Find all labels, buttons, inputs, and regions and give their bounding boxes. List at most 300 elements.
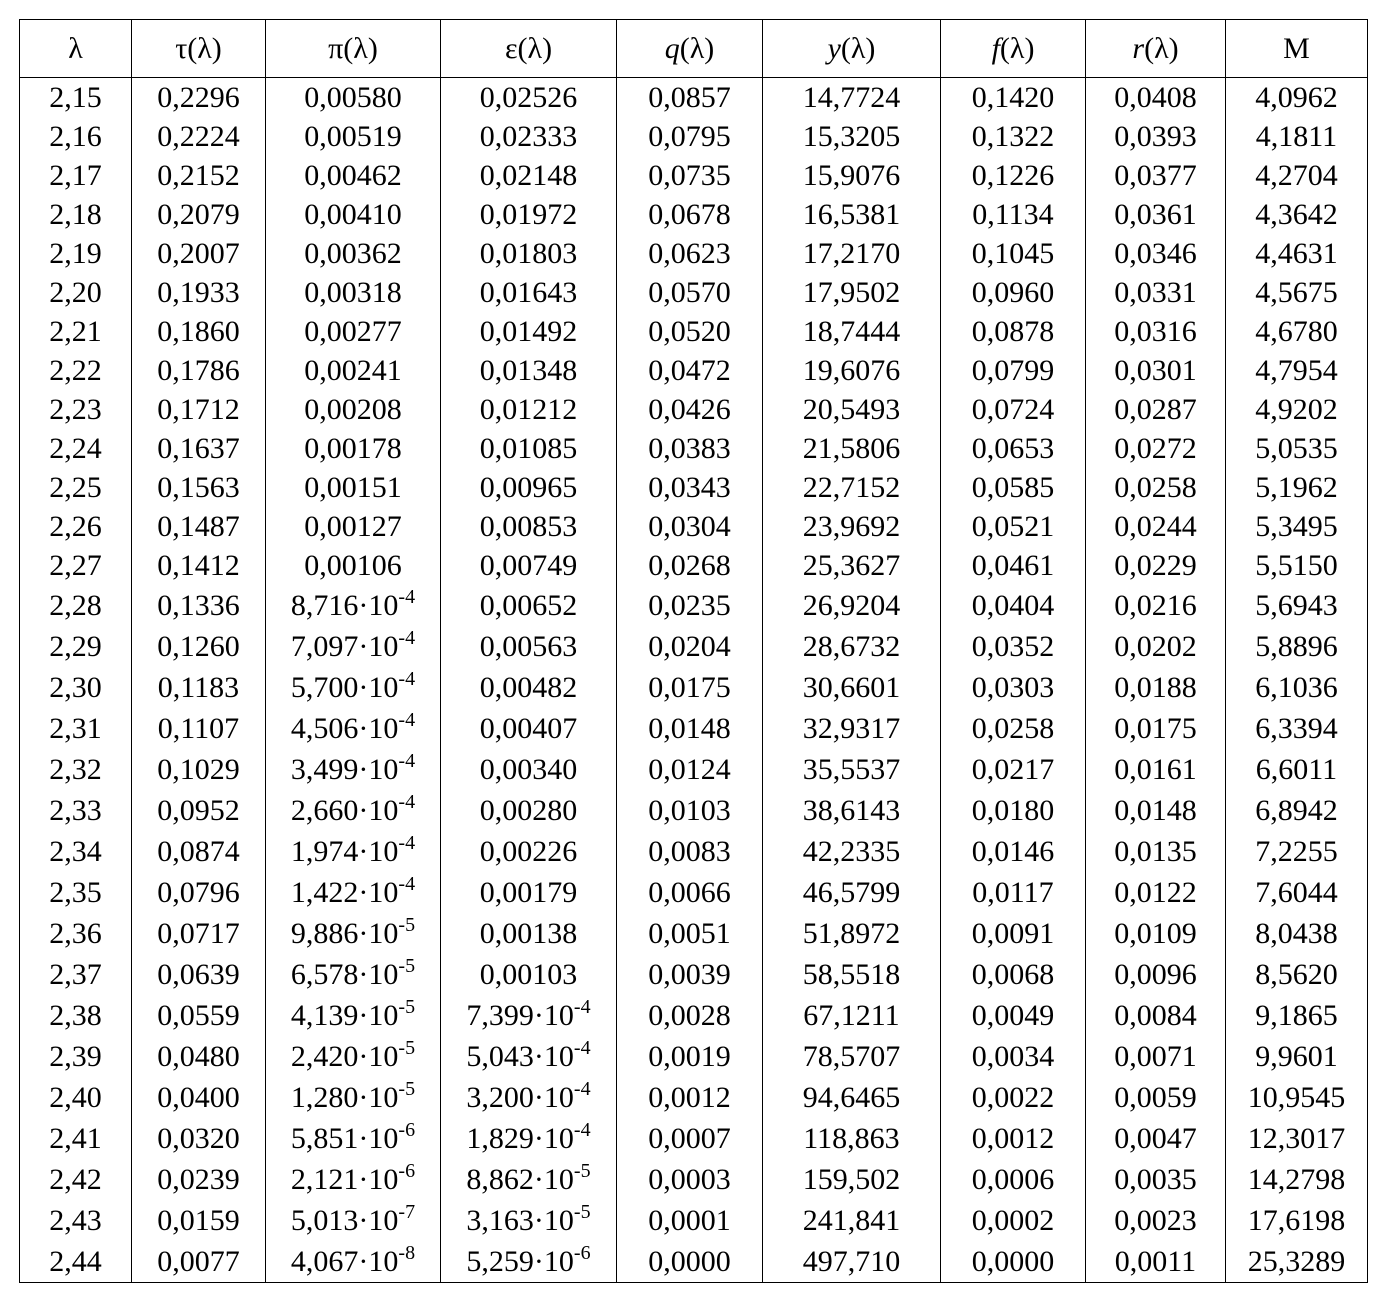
cell-mach: 6,6011 <box>1226 749 1368 790</box>
cell-f: 0,1226 <box>941 156 1086 195</box>
cell-pi: 0,00519 <box>266 117 441 156</box>
cell-pi: $5,013\cdot 10^{-7}$ <box>266 1200 441 1241</box>
table-row <box>20 1241 1368 1283</box>
cell-tau: 0,0239 <box>132 1159 266 1200</box>
cell-y: 19,6076 <box>763 351 941 390</box>
cell-epsilon: 0,00103 <box>441 954 617 995</box>
table-row <box>20 708 1368 749</box>
cell-lambda: 2,22 <box>20 351 132 390</box>
cell-lambda: 2,18 <box>20 195 132 234</box>
cell-r: 0,0175 <box>1086 708 1226 749</box>
cell-y: 15,9076 <box>763 156 941 195</box>
cell-q: 0,0001 <box>617 1200 763 1241</box>
cell-epsilon: $3,163\cdot 10^{-5}$ <box>441 1200 617 1241</box>
cell-pi: 0,00277 <box>266 312 441 351</box>
cell-epsilon: 0,02148 <box>441 156 617 195</box>
cell-pi: $1,974\cdot 10^{-4}$ <box>266 831 441 872</box>
cell-r: 0,0023 <box>1086 1200 1226 1241</box>
cell-f: 0,0521 <box>941 507 1086 546</box>
table-body <box>20 78 1368 1283</box>
cell-y: 51,8972 <box>763 913 941 954</box>
cell-q: 0,0678 <box>617 195 763 234</box>
cell-q: 0,0175 <box>617 667 763 708</box>
cell-y: 241,841 <box>763 1200 941 1241</box>
cell-mach: 7,2255 <box>1226 831 1368 872</box>
cell-f: 0,0022 <box>941 1077 1086 1118</box>
cell-y: 46,5799 <box>763 872 941 913</box>
cell-q: 0,0083 <box>617 831 763 872</box>
cell-q: 0,0019 <box>617 1036 763 1077</box>
cell-mach: 25,3289 <box>1226 1241 1368 1283</box>
cell-y: 67,1211 <box>763 995 941 1036</box>
cell-lambda: 2,16 <box>20 117 132 156</box>
cell-y: 159,502 <box>763 1159 941 1200</box>
cell-mach: 5,0535 <box>1226 429 1368 468</box>
table-row <box>20 831 1368 872</box>
cell-epsilon: 0,00853 <box>441 507 617 546</box>
cell-q: 0,0343 <box>617 468 763 507</box>
cell-pi: $4,506\cdot 10^{-4}$ <box>266 708 441 749</box>
cell-q: 0,0735 <box>617 156 763 195</box>
cell-lambda: 2,25 <box>20 468 132 507</box>
cell-y: 32,9317 <box>763 708 941 749</box>
cell-pi: 0,00462 <box>266 156 441 195</box>
cell-q: 0,0051 <box>617 913 763 954</box>
cell-lambda: 2,35 <box>20 872 132 913</box>
cell-pi: $2,660\cdot 10^{-4}$ <box>266 790 441 831</box>
cell-r: 0,0202 <box>1086 626 1226 667</box>
cell-f: 0,0146 <box>941 831 1086 872</box>
cell-mach: 9,1865 <box>1226 995 1368 1036</box>
cell-r: 0,0071 <box>1086 1036 1226 1077</box>
cell-f: 0,0217 <box>941 749 1086 790</box>
cell-q: 0,0268 <box>617 546 763 585</box>
cell-pi: 0,00410 <box>266 195 441 234</box>
cell-tau: 0,1563 <box>132 468 266 507</box>
cell-tau: 0,1786 <box>132 351 266 390</box>
cell-r: 0,0301 <box>1086 351 1226 390</box>
cell-q: 0,0066 <box>617 872 763 913</box>
cell-mach: 6,1036 <box>1226 667 1368 708</box>
col-header-r: r(λ) <box>1086 20 1226 78</box>
cell-pi: $2,121\cdot 10^{-6}$ <box>266 1159 441 1200</box>
table-row <box>20 156 1368 195</box>
cell-lambda: 2,43 <box>20 1200 132 1241</box>
table-row <box>20 273 1368 312</box>
cell-r: 0,0084 <box>1086 995 1226 1036</box>
cell-pi: $6,578\cdot 10^{-5}$ <box>266 954 441 995</box>
cell-f: 0,0461 <box>941 546 1086 585</box>
cell-lambda: 2,30 <box>20 667 132 708</box>
cell-mach: 5,3495 <box>1226 507 1368 546</box>
cell-lambda: 2,23 <box>20 390 132 429</box>
cell-q: 0,0124 <box>617 749 763 790</box>
cell-epsilon: 0,01643 <box>441 273 617 312</box>
header-row <box>20 20 1368 78</box>
cell-q: 0,0304 <box>617 507 763 546</box>
cell-y: 23,9692 <box>763 507 941 546</box>
cell-q: 0,0623 <box>617 234 763 273</box>
cell-q: 0,0028 <box>617 995 763 1036</box>
cell-tau: 0,0874 <box>132 831 266 872</box>
cell-tau: 0,2079 <box>132 195 266 234</box>
cell-pi: 0,00580 <box>266 78 441 118</box>
cell-lambda: 2,33 <box>20 790 132 831</box>
cell-lambda: 2,39 <box>20 1036 132 1077</box>
cell-mach: 8,0438 <box>1226 913 1368 954</box>
cell-f: 0,0303 <box>941 667 1086 708</box>
cell-y: 22,7152 <box>763 468 941 507</box>
cell-epsilon: 0,01085 <box>441 429 617 468</box>
table-row <box>20 913 1368 954</box>
cell-q: 0,0003 <box>617 1159 763 1200</box>
cell-f: 0,0000 <box>941 1241 1086 1283</box>
cell-tau: 0,2007 <box>132 234 266 273</box>
cell-lambda: 2,15 <box>20 78 132 118</box>
cell-mach: 9,9601 <box>1226 1036 1368 1077</box>
cell-mach: 6,3394 <box>1226 708 1368 749</box>
cell-q: 0,0857 <box>617 78 763 118</box>
cell-mach: 4,0962 <box>1226 78 1368 118</box>
cell-epsilon: 0,00226 <box>441 831 617 872</box>
cell-r: 0,0361 <box>1086 195 1226 234</box>
cell-q: 0,0148 <box>617 708 763 749</box>
table-row <box>20 312 1368 351</box>
cell-epsilon: 0,00280 <box>441 790 617 831</box>
cell-mach: 5,6943 <box>1226 585 1368 626</box>
cell-epsilon: 0,00482 <box>441 667 617 708</box>
table-row <box>20 546 1368 585</box>
cell-y: 35,5537 <box>763 749 941 790</box>
cell-f: 0,0034 <box>941 1036 1086 1077</box>
cell-tau: 0,0400 <box>132 1077 266 1118</box>
cell-q: 0,0426 <box>617 390 763 429</box>
cell-mach: 4,2704 <box>1226 156 1368 195</box>
cell-lambda: 2,28 <box>20 585 132 626</box>
table-row <box>20 667 1368 708</box>
table-row <box>20 468 1368 507</box>
cell-q: 0,0000 <box>617 1241 763 1283</box>
cell-y: 58,5518 <box>763 954 941 995</box>
cell-mach: 4,3642 <box>1226 195 1368 234</box>
cell-r: 0,0148 <box>1086 790 1226 831</box>
cell-y: 17,9502 <box>763 273 941 312</box>
cell-mach: 4,7954 <box>1226 351 1368 390</box>
cell-pi: 0,00178 <box>266 429 441 468</box>
cell-y: 38,6143 <box>763 790 941 831</box>
cell-q: 0,0520 <box>617 312 763 351</box>
table-row <box>20 1159 1368 1200</box>
cell-pi: $1,422\cdot 10^{-4}$ <box>266 872 441 913</box>
table-row <box>20 954 1368 995</box>
col-header-epsilon: ε(λ) <box>441 20 617 78</box>
cell-y: 25,3627 <box>763 546 941 585</box>
cell-y: 26,9204 <box>763 585 941 626</box>
cell-mach: 4,6780 <box>1226 312 1368 351</box>
cell-mach: 6,8942 <box>1226 790 1368 831</box>
cell-tau: 0,1183 <box>132 667 266 708</box>
cell-f: 0,1134 <box>941 195 1086 234</box>
table-row <box>20 234 1368 273</box>
cell-q: 0,0103 <box>617 790 763 831</box>
table-row <box>20 585 1368 626</box>
col-header-q: q(λ) <box>617 20 763 78</box>
cell-tau: 0,1933 <box>132 273 266 312</box>
cell-mach: 4,5675 <box>1226 273 1368 312</box>
cell-mach: 5,8896 <box>1226 626 1368 667</box>
cell-f: 0,0585 <box>941 468 1086 507</box>
table-row <box>20 117 1368 156</box>
cell-pi: $9,886\cdot 10^{-5}$ <box>266 913 441 954</box>
cell-y: 16,5381 <box>763 195 941 234</box>
cell-y: 78,5707 <box>763 1036 941 1077</box>
cell-pi: 0,00241 <box>266 351 441 390</box>
cell-r: 0,0135 <box>1086 831 1226 872</box>
cell-epsilon: 0,00138 <box>441 913 617 954</box>
cell-mach: 10,9545 <box>1226 1077 1368 1118</box>
cell-q: 0,0007 <box>617 1118 763 1159</box>
cell-lambda: 2,31 <box>20 708 132 749</box>
table-row <box>20 78 1368 118</box>
table-row <box>20 749 1368 790</box>
cell-r: 0,0109 <box>1086 913 1226 954</box>
cell-f: 0,0049 <box>941 995 1086 1036</box>
cell-y: 15,3205 <box>763 117 941 156</box>
table-row <box>20 872 1368 913</box>
cell-q: 0,0795 <box>617 117 763 156</box>
cell-f: 0,0180 <box>941 790 1086 831</box>
cell-f: 0,1420 <box>941 78 1086 118</box>
cell-epsilon: 0,00179 <box>441 872 617 913</box>
cell-pi: $1,280\cdot 10^{-5}$ <box>266 1077 441 1118</box>
cell-tau: 0,0320 <box>132 1118 266 1159</box>
cell-f: 0,0117 <box>941 872 1086 913</box>
cell-tau: 0,0796 <box>132 872 266 913</box>
cell-tau: 0,0480 <box>132 1036 266 1077</box>
col-header-lambda: λ <box>20 20 132 78</box>
col-header-mach: M <box>1226 20 1368 78</box>
cell-mach: 12,3017 <box>1226 1118 1368 1159</box>
cell-mach: 4,1811 <box>1226 117 1368 156</box>
cell-f: 0,0002 <box>941 1200 1086 1241</box>
table-row <box>20 351 1368 390</box>
cell-f: 0,0799 <box>941 351 1086 390</box>
cell-r: 0,0122 <box>1086 872 1226 913</box>
cell-r: 0,0096 <box>1086 954 1226 995</box>
cell-pi: $5,851\cdot 10^{-6}$ <box>266 1118 441 1159</box>
cell-tau: 0,1107 <box>132 708 266 749</box>
cell-epsilon: 0,01348 <box>441 351 617 390</box>
cell-tau: 0,1860 <box>132 312 266 351</box>
cell-y: 17,2170 <box>763 234 941 273</box>
table-row <box>20 626 1368 667</box>
cell-pi: $8,716\cdot 10^{-4}$ <box>266 585 441 626</box>
cell-lambda: 2,20 <box>20 273 132 312</box>
cell-pi: 0,00208 <box>266 390 441 429</box>
cell-f: 0,0878 <box>941 312 1086 351</box>
cell-epsilon: 0,01212 <box>441 390 617 429</box>
cell-epsilon: 0,01803 <box>441 234 617 273</box>
cell-tau: 0,0159 <box>132 1200 266 1241</box>
cell-r: 0,0035 <box>1086 1159 1226 1200</box>
cell-epsilon: $5,259\cdot 10^{-6}$ <box>441 1241 617 1283</box>
cell-epsilon: $3,200\cdot 10^{-4}$ <box>441 1077 617 1118</box>
cell-f: 0,0068 <box>941 954 1086 995</box>
cell-y: 20,5493 <box>763 390 941 429</box>
cell-tau: 0,2224 <box>132 117 266 156</box>
cell-r: 0,0316 <box>1086 312 1226 351</box>
cell-r: 0,0377 <box>1086 156 1226 195</box>
cell-mach: 5,1962 <box>1226 468 1368 507</box>
cell-lambda: 2,19 <box>20 234 132 273</box>
table-row <box>20 1077 1368 1118</box>
cell-y: 18,7444 <box>763 312 941 351</box>
cell-epsilon: 0,01972 <box>441 195 617 234</box>
cell-y: 14,7724 <box>763 78 941 118</box>
cell-tau: 0,0717 <box>132 913 266 954</box>
cell-lambda: 2,41 <box>20 1118 132 1159</box>
cell-pi: 0,00106 <box>266 546 441 585</box>
table-row <box>20 195 1368 234</box>
cell-mach: 7,6044 <box>1226 872 1368 913</box>
cell-mach: 14,2798 <box>1226 1159 1368 1200</box>
cell-r: 0,0331 <box>1086 273 1226 312</box>
table-row <box>20 1118 1368 1159</box>
cell-r: 0,0287 <box>1086 390 1226 429</box>
cell-tau: 0,1336 <box>132 585 266 626</box>
cell-q: 0,0039 <box>617 954 763 995</box>
cell-r: 0,0011 <box>1086 1241 1226 1283</box>
cell-q: 0,0472 <box>617 351 763 390</box>
cell-r: 0,0229 <box>1086 546 1226 585</box>
cell-lambda: 2,32 <box>20 749 132 790</box>
cell-pi: $2,420\cdot 10^{-5}$ <box>266 1036 441 1077</box>
cell-tau: 0,2296 <box>132 78 266 118</box>
cell-f: 0,0352 <box>941 626 1086 667</box>
cell-epsilon: 0,02333 <box>441 117 617 156</box>
cell-epsilon: 0,02526 <box>441 78 617 118</box>
cell-tau: 0,1487 <box>132 507 266 546</box>
cell-q: 0,0235 <box>617 585 763 626</box>
cell-f: 0,0006 <box>941 1159 1086 1200</box>
cell-epsilon: 0,00563 <box>441 626 617 667</box>
cell-f: 0,0258 <box>941 708 1086 749</box>
cell-q: 0,0204 <box>617 626 763 667</box>
cell-y: 30,6601 <box>763 667 941 708</box>
cell-pi: 0,00127 <box>266 507 441 546</box>
cell-mach: 4,4631 <box>1226 234 1368 273</box>
cell-lambda: 2,36 <box>20 913 132 954</box>
col-header-y: y(λ) <box>763 20 941 78</box>
cell-pi: 0,00318 <box>266 273 441 312</box>
cell-lambda: 2,38 <box>20 995 132 1036</box>
cell-tau: 0,1412 <box>132 546 266 585</box>
cell-epsilon: 0,00407 <box>441 708 617 749</box>
cell-q: 0,0383 <box>617 429 763 468</box>
table-row <box>20 390 1368 429</box>
cell-y: 42,2335 <box>763 831 941 872</box>
cell-lambda: 2,34 <box>20 831 132 872</box>
cell-r: 0,0047 <box>1086 1118 1226 1159</box>
cell-epsilon: $7,399\cdot 10^{-4}$ <box>441 995 617 1036</box>
cell-r: 0,0272 <box>1086 429 1226 468</box>
col-header-tau: τ(λ) <box>132 20 266 78</box>
cell-y: 94,6465 <box>763 1077 941 1118</box>
cell-f: 0,1045 <box>941 234 1086 273</box>
cell-r: 0,0346 <box>1086 234 1226 273</box>
cell-r: 0,0161 <box>1086 749 1226 790</box>
cell-epsilon: $5,043\cdot 10^{-4}$ <box>441 1036 617 1077</box>
cell-tau: 0,1029 <box>132 749 266 790</box>
cell-lambda: 2,26 <box>20 507 132 546</box>
cell-f: 0,0724 <box>941 390 1086 429</box>
table-row <box>20 995 1368 1036</box>
cell-lambda: 2,37 <box>20 954 132 995</box>
cell-lambda: 2,21 <box>20 312 132 351</box>
cell-lambda: 2,40 <box>20 1077 132 1118</box>
cell-tau: 0,0952 <box>132 790 266 831</box>
table-row <box>20 429 1368 468</box>
cell-pi: $5,700\cdot 10^{-4}$ <box>266 667 441 708</box>
cell-mach: 8,5620 <box>1226 954 1368 995</box>
cell-y: 118,863 <box>763 1118 941 1159</box>
cell-q: 0,0012 <box>617 1077 763 1118</box>
cell-tau: 0,0077 <box>132 1241 266 1283</box>
cell-epsilon: 0,00652 <box>441 585 617 626</box>
cell-r: 0,0059 <box>1086 1077 1226 1118</box>
cell-mach: 17,6198 <box>1226 1200 1368 1241</box>
cell-f: 0,1322 <box>941 117 1086 156</box>
cell-r: 0,0258 <box>1086 468 1226 507</box>
cell-tau: 0,0559 <box>132 995 266 1036</box>
cell-y: 28,6732 <box>763 626 941 667</box>
table-row <box>20 1036 1368 1077</box>
cell-epsilon: 0,00749 <box>441 546 617 585</box>
cell-f: 0,0960 <box>941 273 1086 312</box>
cell-epsilon: 0,01492 <box>441 312 617 351</box>
cell-pi: $4,067\cdot 10^{-8}$ <box>266 1241 441 1283</box>
cell-r: 0,0216 <box>1086 585 1226 626</box>
cell-y: 497,710 <box>763 1241 941 1283</box>
cell-tau: 0,2152 <box>132 156 266 195</box>
cell-r: 0,0188 <box>1086 667 1226 708</box>
cell-epsilon: $8,862\cdot 10^{-5}$ <box>441 1159 617 1200</box>
table-row <box>20 507 1368 546</box>
cell-pi: $4,139\cdot 10^{-5}$ <box>266 995 441 1036</box>
cell-mach: 5,5150 <box>1226 546 1368 585</box>
cell-q: 0,0570 <box>617 273 763 312</box>
cell-mach: 4,9202 <box>1226 390 1368 429</box>
cell-f: 0,0012 <box>941 1118 1086 1159</box>
gas-dynamic-functions-table <box>19 19 1368 1283</box>
table-row <box>20 790 1368 831</box>
cell-f: 0,0653 <box>941 429 1086 468</box>
cell-lambda: 2,29 <box>20 626 132 667</box>
cell-tau: 0,1637 <box>132 429 266 468</box>
cell-lambda: 2,27 <box>20 546 132 585</box>
cell-r: 0,0393 <box>1086 117 1226 156</box>
cell-pi: 0,00362 <box>266 234 441 273</box>
cell-lambda: 2,17 <box>20 156 132 195</box>
cell-lambda: 2,44 <box>20 1241 132 1283</box>
cell-epsilon: $1,829\cdot 10^{-4}$ <box>441 1118 617 1159</box>
cell-r: 0,0244 <box>1086 507 1226 546</box>
table-row <box>20 1200 1368 1241</box>
cell-y: 21,5806 <box>763 429 941 468</box>
cell-pi: 0,00151 <box>266 468 441 507</box>
cell-epsilon: 0,00340 <box>441 749 617 790</box>
cell-lambda: 2,24 <box>20 429 132 468</box>
